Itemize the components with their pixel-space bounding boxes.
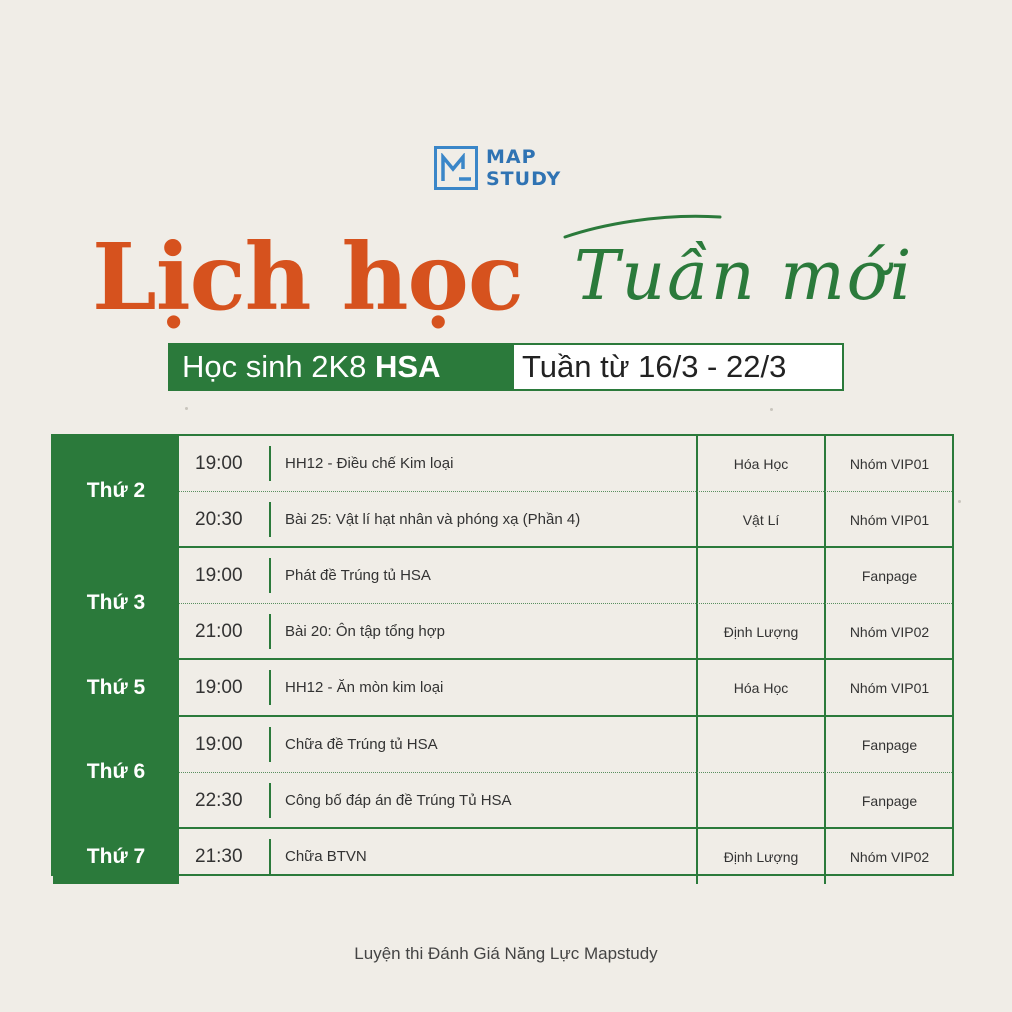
time-divider (269, 446, 271, 481)
group-cell: Nhóm VIP02 (849, 623, 930, 640)
mapstudy-logo (434, 146, 561, 190)
audience-label: Học sinh 2K8 (182, 349, 367, 384)
headline-script: Tuần mới (574, 237, 914, 316)
subject-cell: Định Lượng (723, 848, 799, 865)
lesson-cell: Công bố đáp án đề Trúng Tủ HSA (285, 792, 512, 809)
table-row (179, 603, 952, 659)
time-cell: 22:30 (195, 789, 243, 811)
logo-line-1: MAP (486, 146, 537, 168)
subject-cell (697, 717, 825, 772)
day-label: Thứ 2 (53, 436, 179, 546)
logo-icon (434, 146, 478, 190)
lesson-cell: Chữa BTVN (285, 848, 367, 865)
schedule-table (51, 434, 954, 876)
day-group (53, 717, 952, 829)
group-cell: Fanpage (861, 736, 918, 753)
logo-wordmark (486, 146, 561, 190)
subject-cell: Định Lượng (723, 623, 799, 640)
day-label: Thứ 7 (53, 829, 179, 884)
table-row (179, 491, 952, 547)
time-divider (269, 614, 271, 649)
background-speck (770, 408, 773, 411)
time-divider (269, 783, 271, 818)
lesson-cell: Bài 20: Ôn tập tổng hợp (285, 623, 445, 640)
subject-cell (697, 773, 825, 828)
day-label: Thứ 6 (53, 717, 179, 827)
lesson-cell: HH12 - Ăn mòn kim loại (285, 679, 444, 696)
table-row (179, 660, 952, 715)
day-group (53, 548, 952, 660)
table-row (179, 436, 952, 491)
time-cell: 20:30 (195, 508, 243, 530)
day-label: Thứ 3 (53, 548, 179, 658)
group-cell: Nhóm VIP01 (849, 511, 930, 528)
group-cell: Fanpage (861, 792, 918, 809)
group-cell: Nhóm VIP01 (849, 455, 930, 472)
day-label: Thứ 5 (53, 660, 179, 715)
table-row (179, 829, 952, 884)
subject-cell: Hóa Học (733, 455, 789, 472)
time-divider (269, 727, 271, 762)
background-speck (958, 500, 961, 503)
footer-text: Luyện thi Đánh Giá Năng Lực Mapstudy (354, 944, 658, 963)
time-divider (269, 839, 271, 874)
time-cell: 19:00 (195, 564, 243, 586)
table-row (179, 548, 952, 603)
day-group (53, 829, 952, 884)
background-speck (185, 407, 188, 410)
day-group (53, 660, 952, 717)
table-row (179, 772, 952, 828)
time-divider (269, 502, 271, 537)
group-cell: Nhóm VIP01 (849, 679, 930, 696)
time-cell: 19:00 (195, 452, 243, 474)
group-cell: Fanpage (861, 567, 918, 584)
lesson-cell: HH12 - Điều chế Kim loại (285, 455, 454, 472)
time-cell: 21:30 (195, 845, 243, 867)
subject-cell (697, 548, 825, 603)
day-group (53, 436, 952, 548)
week-banner: Tuần từ 16/3 - 22/3 (512, 343, 844, 391)
lesson-cell: Chữa đề Trúng tủ HSA (285, 736, 438, 753)
time-divider (269, 670, 271, 705)
group-cell: Nhóm VIP02 (849, 848, 930, 865)
logo-line-2: STUDY (486, 168, 562, 190)
exam-label: HSA (375, 349, 441, 384)
time-cell: 19:00 (195, 676, 243, 698)
lesson-cell: Phát đề Trúng tủ HSA (285, 567, 431, 584)
audience-banner (168, 343, 512, 391)
subject-cell: Vật Lí (742, 511, 780, 528)
headline-title: Lịch học (92, 223, 523, 331)
lesson-cell: Bài 25: Vật lí hạt nhân và phóng xạ (Phần 4) (285, 511, 581, 528)
time-cell: 21:00 (195, 620, 243, 642)
subject-cell: Hóa Học (733, 679, 789, 696)
time-divider (269, 558, 271, 593)
table-row (179, 717, 952, 772)
time-cell: 19:00 (195, 733, 243, 755)
